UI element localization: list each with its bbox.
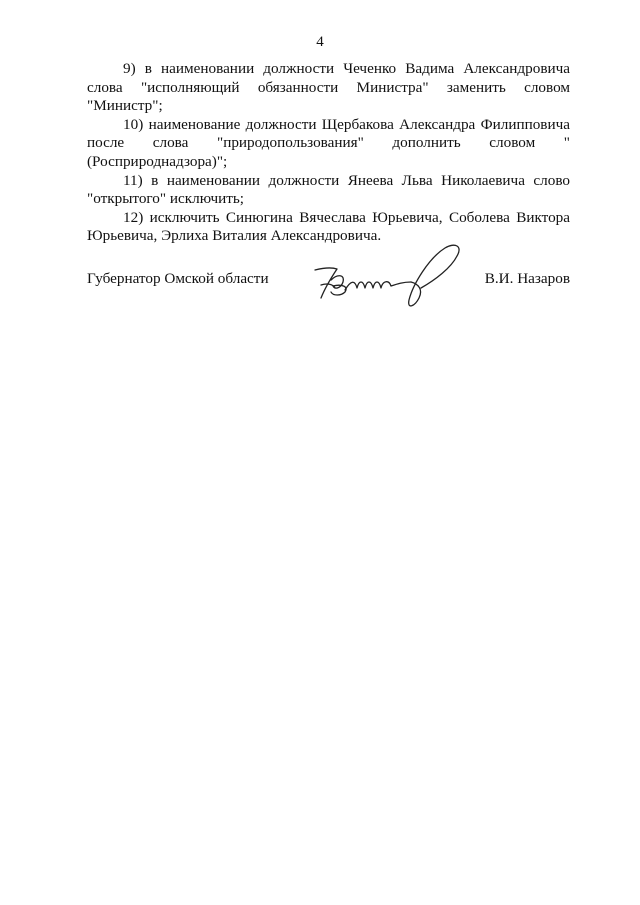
signature-block xyxy=(87,240,570,310)
signatory-position: Губернатор Омской области xyxy=(87,270,269,287)
list-item-9: 9) в наименовании должности Чеченко Вадима Александровича слова "исполняющий обязанности Министра" заменить словом "Министр"; xyxy=(87,60,570,115)
list-item-12: 12) исключить Синюгина Вячеслава Юрьевича, Соболева Виктора Юрьевича, Эрлиха Виталия Александровича. xyxy=(87,208,570,245)
page-number: 4 xyxy=(316,34,324,50)
handwritten-signature xyxy=(307,240,472,312)
list-item-11: 11) в наименовании должности Янеева Льва Николаевича слово "открытого" исключить; xyxy=(87,171,570,208)
signatory-name: В.И. Назаров xyxy=(484,270,570,287)
document-body xyxy=(87,60,570,246)
list-item-10: 10) наименование должности Щербакова Александра Филипповича после слова "природопользования" дополнить словом "(Росприроднадзора)"; xyxy=(87,115,570,170)
